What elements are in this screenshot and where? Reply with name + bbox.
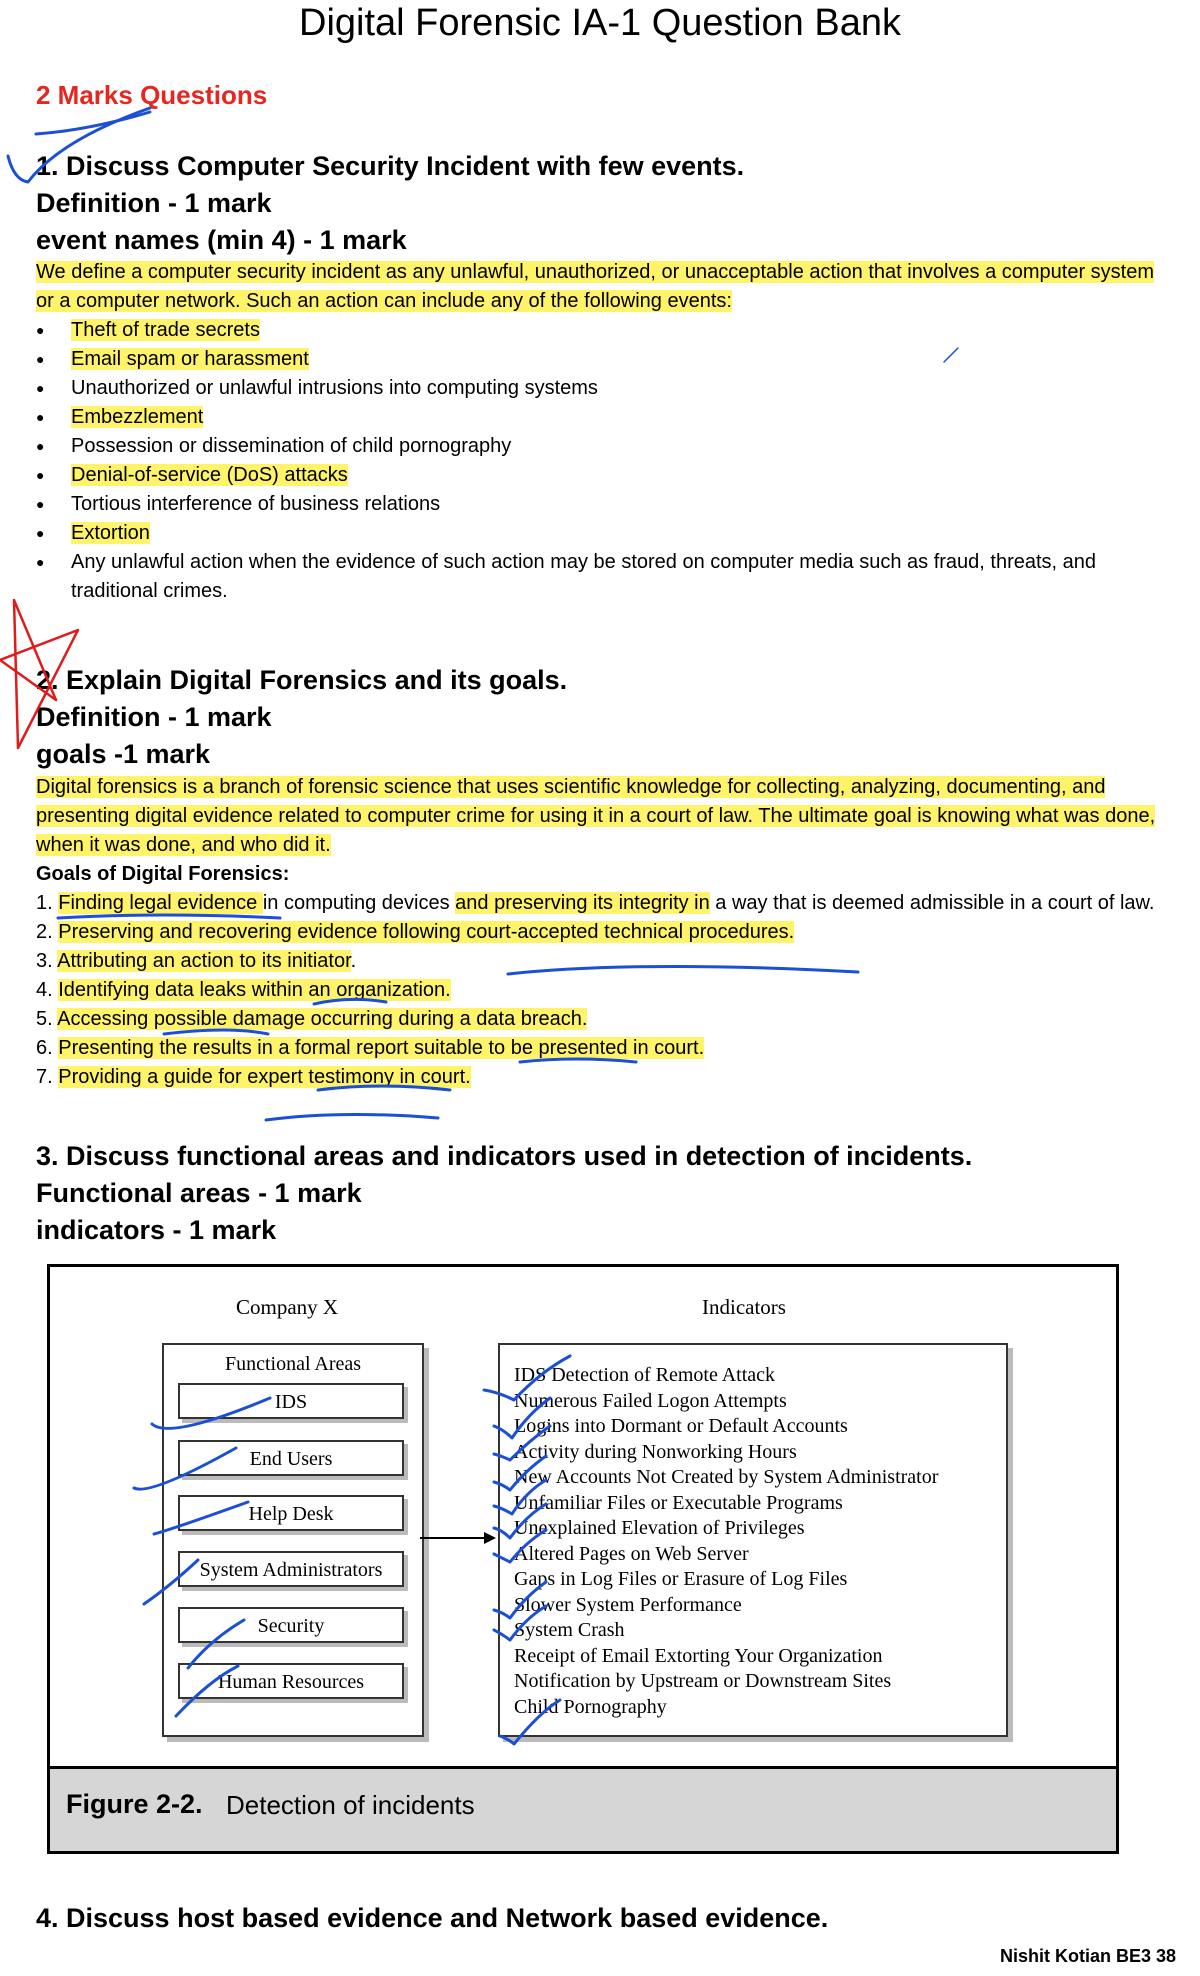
indicator-item: Altered Pages on Web Server [514,1542,749,1565]
indicator-item: Numerous Failed Logon Attempts [514,1389,787,1412]
list-item: 6. Presenting the results in a formal report suitable to be presented in court. [36,1037,705,1059]
list-item: ● Any unlawful action when the evidence of such action may be stored on computer media such as fraud, threats, and traditional crimes. [0,548,1150,606]
q1-definition-text: We define a computer security incident as any unlawful, unauthorized, or unacceptable action that involves a computer system or a computer network. Such an action can include any of the following events: [36,261,1155,312]
indicator-item: Notification by Upstream or Downstream Sites [514,1670,892,1692]
functional-area-item: System Administrators [178,1551,404,1587]
indicator-item: Receipt of Email Extorting Your Organization [514,1644,883,1667]
indicator-item: Slower System Performance [514,1593,742,1616]
q2-mark-goals: goals -1 mark [36,739,211,769]
q1-heading: 1. Discuss Computer Security Incident with few events. [36,151,745,181]
list-item: ● Possession or dissemination of child pornography [0,432,1150,461]
indicator-item: Unexplained Elevation of Privileges [514,1517,805,1539]
functional-area-item: Human Resources [178,1663,404,1699]
indicator-item: IDS Detection of Remote Attack [514,1364,776,1386]
q2-goals-list [36,889,1156,1092]
q3-heading: 3. Discuss functional areas and indicators used in detection of incidents. [36,1141,973,1171]
figure-caption-number: Figure 2-2. [66,1789,203,1819]
indicator-item: Activity during Nonworking Hours [514,1440,797,1463]
q1-mark-definition: Definition - 1 mark [36,188,272,218]
figure-left-title: Company X [236,1295,339,1319]
list-item: ● Tortious interference of business relations [0,490,1150,519]
list-item: ● Theft of trade secrets [0,316,1150,345]
indicator-item: Child Pornography [514,1695,667,1718]
list-item: ● Extortion [0,519,1150,548]
q2-definition-text: Digital forensics is a branch of forensic science that uses scientific knowledge for collecting, analyzing, documenting, and presenting digital evidence related to computer crime for using it in a court of law. The ultimate goal is knowing what was done, when it was done, and who did it. [36,776,1156,856]
indicator-item: Gaps in Log Files or Erasure of Log Files [514,1568,848,1590]
document-title: Digital Forensic IA-1 Question Bank [299,2,901,44]
list-item: 4. Identifying data leaks within an organization. [36,979,451,1001]
functional-areas-title: Functional Areas [224,1353,362,1375]
list-item: ● Unauthorized or unlawful intrusions into computing systems [0,374,1150,403]
q2-goals-title: Goals of Digital Forensics: [36,863,290,885]
section-heading: 2 Marks Questions [36,80,268,110]
functional-area-item: IDS [178,1383,404,1419]
list-item: 3. Attributing an action to its initiator. [36,950,357,972]
figure-caption-text: Detection of incidents [226,1790,475,1820]
list-item: 2. Preserving and recovering evidence following court-accepted technical procedures. [36,921,795,943]
q4-heading: 4. Discuss host based evidence and Network based evidence. [36,1903,829,1933]
list-item: 1. Finding legal evidence in computing devices and preserving its integrity in a way that is deemed admissible in a court of law. [36,892,1155,914]
indicators-box [498,1343,1008,1737]
functional-area-item: Help Desk [178,1495,404,1531]
q3-mark-indicators: indicators - 1 mark [36,1215,277,1245]
list-item: ● Denial-of-service (DoS) attacks [0,461,1150,490]
list-item: 5. Accessing possible damage occurring during a data breach. [36,1008,588,1030]
indicator-item: New Accounts Not Created by System Administrator [514,1466,939,1488]
page-footer: Nishit Kotian BE3 38 [999,1946,1176,1966]
q2-mark-definition: Definition - 1 mark [36,702,272,732]
q2-heading: 2. Explain Digital Forensics and its goals. [36,665,568,695]
indicator-item: Unfamiliar Files or Executable Programs [514,1491,843,1514]
q1-events-list [0,316,1150,606]
indicator-item: Logins into Dormant or Default Accounts [514,1415,848,1437]
figure-right-title: Indicators [702,1295,786,1319]
detection-figure [47,1264,1119,1854]
functional-area-item: Security [178,1607,404,1643]
q1-definition [36,258,1156,316]
q2-definition [36,773,1156,860]
functional-areas-box [162,1343,424,1737]
q3-mark-functional-areas: Functional areas - 1 mark [36,1178,362,1208]
list-item: ● Embezzlement [0,403,1150,432]
indicator-item: System Crash [514,1619,625,1641]
q1-mark-events: event names (min 4) - 1 mark [36,225,407,255]
list-item: ● Email spam or harassment [0,345,1150,374]
list-item: 7. Providing a guide for expert testimony in court. [36,1066,471,1088]
figure-caption [50,1766,1116,1851]
functional-area-item: End Users [178,1440,404,1476]
